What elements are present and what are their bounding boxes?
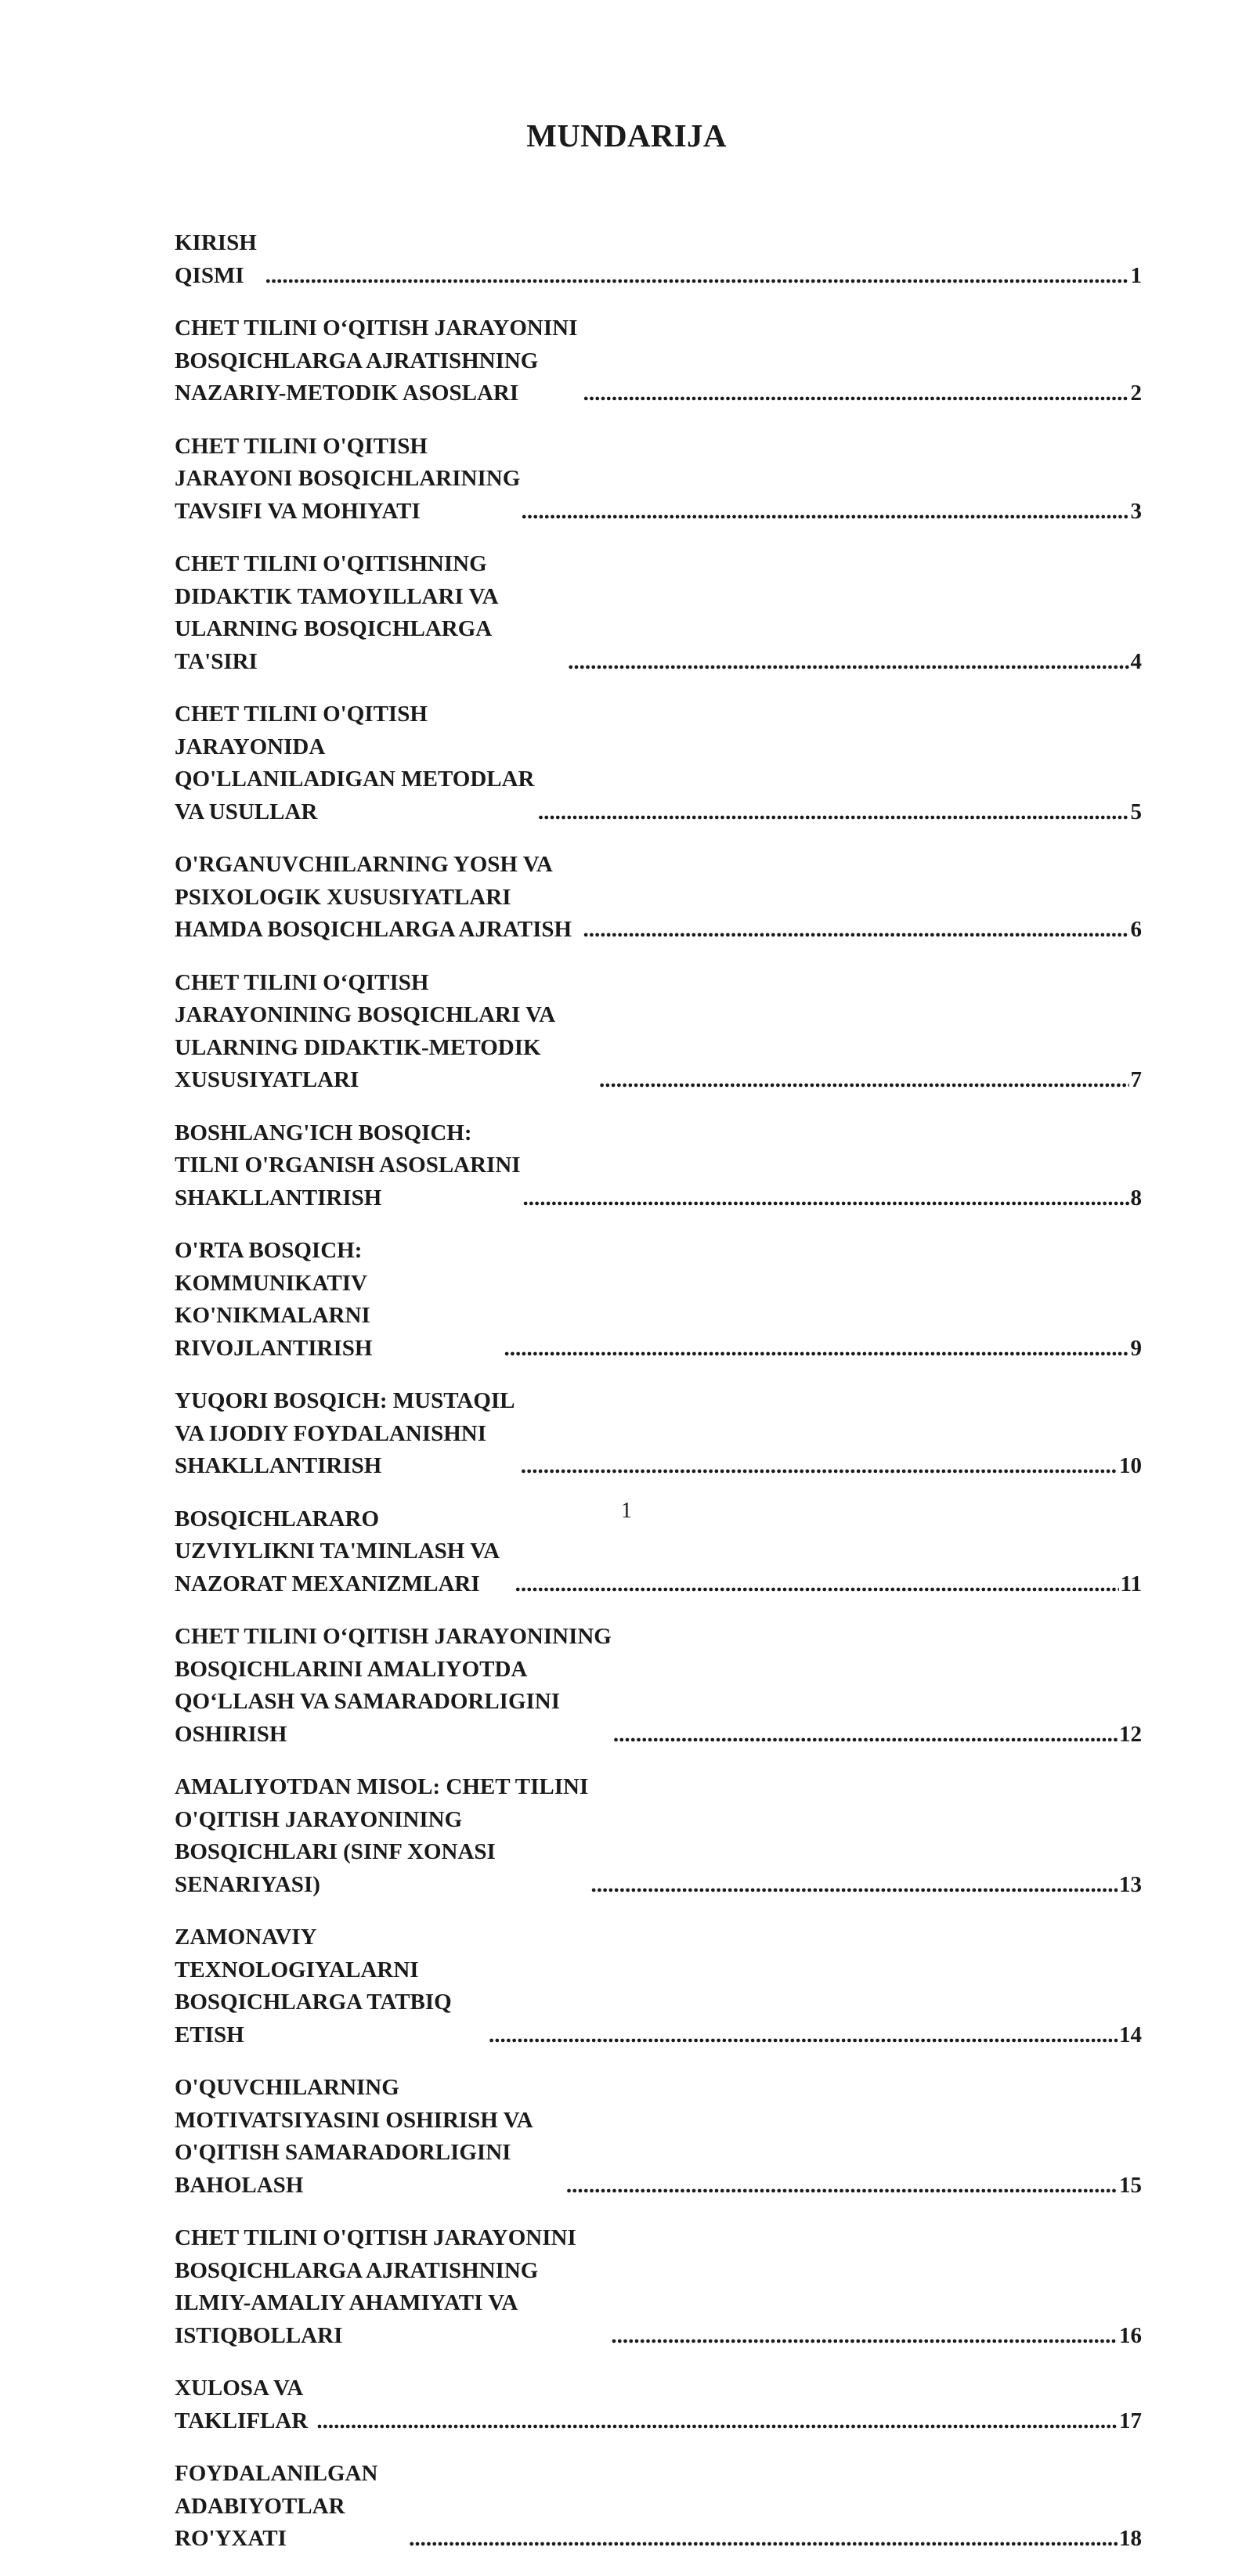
toc-entry <box>175 227 1142 292</box>
toc-leader-dots <box>613 1719 1118 1752</box>
toc-entry-page: 11 <box>1120 1571 1142 1596</box>
toc-entry <box>175 2222 1142 2352</box>
toc-entry-title: KIRISH QISMI <box>175 230 257 288</box>
toc-leader-dots <box>566 2170 1118 2203</box>
toc-entry <box>175 1235 1142 1365</box>
toc-entry-page: 4 <box>1130 648 1142 674</box>
toc-entry <box>175 1385 1142 1483</box>
toc-entry-title: AMALIYOTDAN MISOL: CHET TILINI O'QITISH JARAYONINING BOSQICHLARI (SINF XONASI SENARIYASI) <box>175 1774 589 1897</box>
table-of-contents <box>175 227 1142 2576</box>
toc-entry-title: O'RGANUVCHILARNING YOSH VA PSIXOLOGIK XUSUSIYATLARI HAMDA BOSQICHLARGA AJRATISH <box>175 852 572 942</box>
toc-leader-dots <box>583 377 1129 410</box>
toc-entry-page: 7 <box>1130 1067 1142 1092</box>
toc-entry-page: 10 <box>1119 1453 1142 1478</box>
toc-entry <box>175 2372 1142 2437</box>
toc-leader-dots <box>504 1333 1129 1366</box>
toc-entry-page: 17 <box>1119 2408 1142 2433</box>
toc-entry-title: BOSQICHLARARO UZVIYLIKNI TA'MINLASH VA NAZORAT MEXANIZMLARI <box>175 1506 499 1596</box>
toc-entry-title: CHET TILINI O‘QITISH JARAYONINING BOSQICHLARINI AMALIYOTDA QO‘LLASH VA SAMARADORLIGINI OSHIRISH <box>175 1624 612 1747</box>
toc-leader-dots <box>568 646 1128 679</box>
toc-entry-page: 12 <box>1119 1721 1142 1747</box>
toc-entry-page: 5 <box>1130 799 1142 824</box>
toc-leader-dots <box>611 2320 1118 2353</box>
toc-entry-page: 9 <box>1130 1335 1142 1361</box>
toc-entry-page: 13 <box>1119 1871 1142 1897</box>
toc-entry-page: 16 <box>1119 2322 1142 2348</box>
toc-entry <box>175 849 1142 947</box>
toc-leader-dots <box>538 796 1129 829</box>
toc-entry-title: ZAMONAVIY TEXNOLOGIYALARNI BOSQICHLARGA TATBIQ ETISH <box>175 1925 452 2047</box>
toc-entry-page: 3 <box>1130 498 1142 524</box>
toc-entry-title: O'QUVCHILARNING MOTIVATSIYASINI OSHIRISH VA O'QITISH SAMARADORLIGINI BAHOLASH <box>175 2075 533 2198</box>
toc-entry <box>175 1621 1142 1751</box>
toc-entry-title: BOSHLANG'ICH BOSQICH: TILNI O'RGANISH ASOSLARINI SHAKLLANTIRISH <box>175 1120 521 1210</box>
toc-entry <box>175 548 1142 678</box>
toc-entry <box>175 967 1142 1097</box>
toc-entry <box>175 312 1142 410</box>
toc-entry <box>175 2072 1142 2202</box>
toc-entry-title: FOYDALANILGAN ADABIYOTLAR RO'YXATI <box>175 2461 378 2551</box>
toc-leader-dots <box>489 2019 1118 2052</box>
toc-entry-page: 8 <box>1130 1185 1142 1210</box>
toc-entry-title: CHET TILINI O'QITISH JARAYONI BOSQICHLARINING TAVSIFI VA MOHIYATI <box>175 433 521 524</box>
toc-leader-dots <box>515 1568 1119 1601</box>
toc-entry <box>175 2458 1142 2556</box>
toc-entry-page: 2 <box>1130 381 1142 406</box>
toc-entry-title: O'RTA BOSQICH: KOMMUNIKATIV KO'NIKMALARNI RIVOJLANTIRISH <box>175 1238 373 1361</box>
toc-entry-title: CHET TILINI O'QITISH JARAYONINI BOSQICHLARGA AJRATISHNING ILMIY-AMALIY AHAMIYATI VA ISTIQBOLLARI <box>175 2225 576 2348</box>
toc-leader-dots <box>591 1869 1118 1902</box>
toc-leader-dots <box>599 1064 1128 1097</box>
toc-entry-page: 14 <box>1119 2022 1142 2047</box>
toc-entry-page: 18 <box>1119 2526 1142 2551</box>
toc-entry-page: 15 <box>1119 2172 1142 2198</box>
toc-entry <box>175 1771 1142 1901</box>
toc-leader-dots <box>522 496 1129 529</box>
page-title: MUNDARIJA <box>526 117 727 153</box>
toc-leader-dots <box>409 2523 1118 2556</box>
toc-entry-title: XULOSA VA TAKLIFLAR <box>175 2376 309 2433</box>
toc-leader-dots <box>523 1182 1129 1215</box>
toc-leader-dots <box>583 914 1129 947</box>
page-number: 1 <box>621 1499 632 1523</box>
toc-entry <box>175 1921 1142 2051</box>
toc-entry-page: 6 <box>1130 917 1142 942</box>
toc-leader-dots <box>316 2405 1118 2438</box>
toc-entry <box>175 1117 1142 1215</box>
toc-entry <box>175 431 1142 529</box>
toc-entry-title: CHET TILINI O'QITISH JARAYONIDA QO'LLANILADIGAN METODLAR VA USULLAR <box>175 702 535 824</box>
toc-leader-dots <box>521 1450 1118 1483</box>
toc-entry-title: CHET TILINI O‘QITISH JARAYONINING BOSQICHLARI VA ULARNING DIDAKTIK-METODIK XUSUSIYATLARI <box>175 969 554 1092</box>
toc-entry-page: 1 <box>1130 262 1142 288</box>
toc-entry <box>175 698 1142 828</box>
toc-entry-title: YUQORI BOSQICH: MUSTAQIL VA IJODIY FOYDALANISHNI SHAKLLANTIRISH <box>175 1388 514 1478</box>
toc-entry-title: CHET TILINI O‘QITISH JARAYONINI BOSQICHLARGA AJRATISHNING NAZARIY-METODIK ASOSLARI <box>175 316 578 406</box>
toc-leader-dots <box>265 260 1129 293</box>
toc-entry-title: CHET TILINI O'QITISHNING DIDAKTIK TAMOYILLARI VA ULARNING BOSQICHLARGA TA'SIRI <box>175 551 498 674</box>
